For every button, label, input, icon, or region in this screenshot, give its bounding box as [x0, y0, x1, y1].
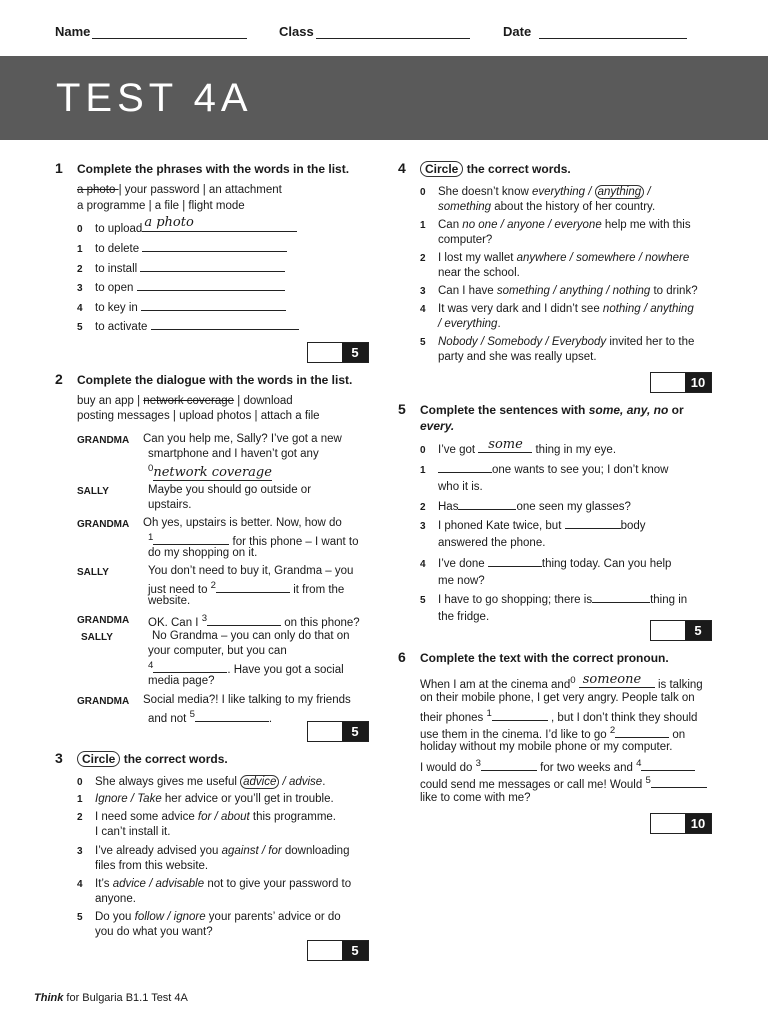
option[interactable]: everything: [531, 186, 586, 198]
option-separator: /: [566, 252, 577, 264]
list-item: [77, 280, 285, 297]
list-item: [420, 592, 687, 609]
list-item: [77, 791, 334, 808]
score-value: 5: [342, 343, 368, 362]
exercise-instruction: every.: [420, 419, 455, 433]
item-text: party and she was really upset.: [438, 351, 597, 363]
text-line: on their mobile phone, I get very angry. People talk on: [420, 692, 695, 704]
dialogue-text: . Have you got a social: [227, 663, 344, 676]
dialogue-text: it from the: [293, 583, 345, 596]
option[interactable]: advisable: [155, 878, 205, 890]
item-number: 3: [420, 521, 426, 532]
handwritten-answer: some: [488, 437, 523, 452]
paragraph-text: on: [672, 728, 686, 741]
item-text: .: [497, 318, 501, 330]
answer-blank[interactable]: [579, 671, 655, 688]
exercise-2: [55, 371, 375, 743]
exercise-4: [398, 160, 718, 395]
item-text: It’s: [95, 878, 113, 890]
answer-blank[interactable]: [153, 534, 229, 545]
dialogue-text: Maybe you should go outside or: [148, 484, 312, 496]
option[interactable]: nothing: [612, 285, 651, 297]
speaker-label: GRANDMA: [77, 696, 130, 707]
circled-option[interactable]: anything: [595, 185, 644, 199]
instruction-text: or: [668, 403, 684, 417]
option[interactable]: anything: [650, 303, 694, 315]
paragraph-text: When I am at the cinema and: [420, 678, 571, 691]
footer-text: for Bulgaria B1.1 Test 4A: [63, 992, 188, 1004]
item-number: 5: [77, 322, 83, 333]
instruction-text: the correct words.: [120, 752, 228, 766]
gap-number: 2: [210, 580, 216, 591]
answer-blank[interactable]: [565, 518, 621, 529]
list-item: [77, 319, 299, 336]
list-item: [77, 261, 285, 278]
text-line: like to come with me?: [420, 792, 531, 804]
paragraph-text: for two weeks and: [540, 761, 633, 774]
dialogue-text: Oh yes, upstairs is better. Now, how do: [143, 517, 342, 529]
gap-number: 5: [645, 775, 651, 786]
name-label: Name: [55, 24, 91, 39]
dialogue-answer-line: [148, 461, 272, 481]
struck-word: network coverage: [143, 395, 235, 407]
option[interactable]: somewhere: [576, 252, 636, 264]
answer-blank[interactable]: [641, 760, 695, 771]
item-text: to upload: [95, 223, 143, 235]
option-separator: /: [497, 219, 508, 231]
answer-blank[interactable]: [478, 437, 532, 453]
item-number: 2: [420, 502, 426, 513]
item-text: about the history of her country.: [491, 201, 656, 213]
item-text: I need some advice: [95, 811, 198, 823]
list-item: [77, 215, 297, 238]
option-separator: /: [635, 252, 646, 264]
item-number: 2: [420, 253, 426, 264]
list-item: [420, 462, 668, 479]
item-text: to drink?: [650, 285, 698, 297]
answer-blank[interactable]: [151, 319, 299, 330]
instruction-text: some, any, no: [588, 403, 669, 417]
option[interactable]: ignore: [173, 911, 206, 923]
item-text: computer?: [438, 234, 493, 246]
option[interactable]: for: [197, 811, 212, 823]
item-text: your parents’ advice or do: [205, 911, 341, 923]
book-title: Think: [34, 992, 64, 1004]
test-title: TEST 4A: [56, 76, 253, 120]
list-item: [420, 499, 631, 516]
item-text: thing today. Can you help: [541, 558, 672, 570]
word-list-text: | your password | an attachment: [118, 184, 282, 196]
item-text: She always gives me useful: [95, 776, 241, 788]
item-text: to key in: [95, 302, 138, 314]
item-text: I can’t install it.: [95, 826, 171, 838]
item-text: thing in: [650, 594, 688, 606]
item-text: one seen my glasses?: [516, 501, 631, 513]
item-text: to activate: [95, 321, 148, 333]
name-line: [92, 27, 247, 39]
item-number: 4: [420, 304, 426, 315]
speaker-label: GRANDMA: [77, 615, 130, 626]
answer-blank[interactable]: [438, 462, 492, 473]
option-separator: /: [477, 336, 488, 348]
exercise-instruction: Complete the text with the correct pronoun.: [420, 651, 669, 665]
gap-number: 5: [189, 709, 195, 720]
item-number: 3: [77, 846, 83, 857]
option-separator: /: [211, 811, 221, 823]
option[interactable]: no one: [462, 219, 498, 231]
item-text: Can: [438, 219, 463, 231]
class-line: [316, 27, 470, 39]
item-number: 4: [77, 303, 83, 314]
student-info-row: [55, 24, 695, 44]
option[interactable]: advise: [288, 776, 323, 788]
answer-blank[interactable]: [488, 556, 542, 567]
dialogue-text: website.: [148, 595, 191, 607]
dialogue-text: just need to: [148, 583, 208, 596]
item-number: 1: [77, 794, 83, 805]
item-text: you do what you want?: [95, 926, 213, 938]
score-value: 5: [342, 722, 368, 741]
class-label: Class: [279, 24, 314, 39]
exercise-number: 6: [398, 649, 406, 665]
option-separator: /: [127, 793, 138, 805]
item-text: me now?: [438, 575, 485, 587]
paragraph-text: I would do: [420, 761, 473, 774]
circle-word: Circle: [77, 751, 120, 767]
answer-blank[interactable]: [142, 215, 297, 232]
dialogue-text: upstairs.: [148, 499, 192, 511]
exercise-number: 2: [55, 371, 63, 387]
item-number: 0: [77, 224, 83, 235]
score-value: 10: [685, 814, 711, 833]
item-number: 3: [420, 286, 426, 297]
paragraph-text: use them in the cinema. I’d like to go: [420, 728, 607, 741]
item-number: 4: [420, 559, 426, 570]
option[interactable]: everyone: [554, 219, 602, 231]
exercise-instruction: [77, 751, 228, 767]
exercise-number: 5: [398, 401, 406, 417]
struck-word: a photo: [77, 184, 119, 196]
class-field[interactable]: [279, 24, 470, 39]
item-text: She doesn’t know: [438, 186, 532, 198]
option[interactable]: Ignore: [95, 793, 128, 805]
gap-number: 4: [636, 758, 642, 769]
item-number: 1: [77, 244, 83, 255]
item-text: [438, 316, 501, 332]
dialogue-text: Social media?! I like talking to my friends: [143, 694, 351, 706]
paragraph-text: their phones: [420, 711, 484, 724]
option[interactable]: something: [438, 201, 492, 213]
score-box[interactable]: [307, 940, 369, 961]
item-text: not to give your password to: [204, 878, 352, 890]
list-item: [420, 437, 617, 459]
item-text: downloading: [281, 845, 350, 857]
item-text: Has: [438, 501, 459, 513]
item-text: Do you: [95, 911, 135, 923]
item-text: invited her to the: [606, 336, 695, 348]
dialogue-text: smartphone and I haven’t got any: [148, 448, 319, 460]
list-item: [77, 774, 325, 791]
item-text: I phoned Kate twice, but: [438, 520, 565, 532]
dialogue-text: your computer, but you can: [148, 645, 287, 657]
handwritten-answer: network coverage: [153, 464, 272, 480]
word-list-text: | download: [234, 395, 293, 407]
exercise-number: 4: [398, 160, 406, 176]
exercise-number: 1: [55, 160, 63, 176]
option-separator: /: [542, 336, 552, 348]
score-value: 10: [685, 373, 711, 392]
score-value: 5: [342, 941, 368, 960]
item-text: to install: [95, 263, 138, 275]
item-number: 4: [77, 879, 83, 890]
item-number: 1: [420, 465, 426, 476]
item-text: thing in my eye.: [532, 444, 617, 456]
gap-number: 1: [486, 708, 492, 719]
dialogue-text: on this phone?: [284, 616, 360, 629]
item-number: 0: [420, 445, 426, 456]
item-text: files from this website.: [95, 860, 209, 872]
option-separator: /: [549, 285, 560, 297]
word-list-line: [77, 393, 293, 409]
answer-blank[interactable]: [142, 241, 287, 252]
item-number: 2: [77, 264, 83, 275]
speaker-label: SALLY: [77, 567, 109, 578]
score-value: 5: [685, 621, 711, 640]
item-text: who it is.: [438, 481, 483, 493]
exercise-3: [55, 750, 375, 965]
speaker-label: SALLY: [77, 486, 109, 497]
dialogue-text: do my shopping on it.: [148, 547, 258, 559]
list-item: [77, 300, 286, 317]
word-list-line: [77, 182, 282, 198]
speaker-label: SALLY: [81, 632, 113, 643]
option-separator: /: [640, 303, 651, 315]
title-banner: [0, 56, 768, 140]
list-item: [77, 241, 287, 258]
option[interactable]: against: [221, 845, 259, 857]
dialogue-text: and not: [148, 712, 187, 725]
item-text: help me with this: [601, 219, 691, 231]
item-text: the fridge.: [438, 611, 490, 623]
date-line: [539, 27, 687, 39]
item-text: It was very dark and I didn’t see: [438, 303, 603, 315]
option[interactable]: Take: [137, 793, 162, 805]
option-separator: /: [644, 186, 651, 198]
answer-blank[interactable]: [615, 727, 669, 738]
circle-word: Circle: [420, 161, 463, 177]
handwritten-answer: someone: [582, 671, 642, 687]
option[interactable]: Somebody: [487, 336, 543, 348]
option-separator: /: [145, 878, 156, 890]
speaker-label: GRANDMA: [77, 519, 130, 530]
option[interactable]: anywhere: [516, 252, 567, 264]
gap-number: 4: [148, 660, 154, 671]
item-text: .: [322, 776, 326, 788]
dialogue-text: No Grandma – you can only do that on: [152, 630, 350, 642]
instruction-text: the correct words.: [463, 162, 571, 176]
paragraph-text: , but I don’t think they should: [551, 711, 698, 724]
item-number: 2: [77, 812, 83, 823]
answer-blank[interactable]: [592, 592, 650, 603]
exercise-5: [398, 401, 718, 643]
gap-number: 0: [570, 675, 576, 686]
item-text: body: [620, 520, 646, 532]
option[interactable]: anything: [559, 285, 603, 297]
name-field[interactable]: [55, 24, 247, 39]
list-item: [420, 556, 671, 573]
exercise-instruction: Complete the phrases with the words in the list.: [77, 162, 350, 176]
date-field[interactable]: [503, 24, 687, 39]
item-text: I lost my wallet: [438, 252, 517, 264]
item-text: I’ve done: [438, 558, 488, 570]
dialogue-text: You don’t need to buy it, Grandma – you: [148, 565, 354, 577]
item-text: this programme.: [249, 811, 336, 823]
score-box[interactable]: [650, 813, 712, 834]
score-box[interactable]: [307, 342, 369, 363]
dialogue-text: OK. Can I: [148, 616, 199, 629]
word-list-text: buy an app |: [77, 395, 144, 407]
item-text: her advice or you’ll get in trouble.: [161, 793, 334, 805]
gap-number: 3: [201, 613, 208, 624]
item-text: Can I have: [438, 285, 497, 297]
date-label: Date: [503, 24, 532, 39]
answer-blank[interactable]: [207, 615, 281, 626]
option[interactable]: advice: [112, 878, 146, 890]
option[interactable]: anyone: [507, 219, 545, 231]
item-text: near the school.: [438, 267, 520, 279]
answer-blank[interactable]: [140, 261, 285, 272]
list-item: [420, 283, 698, 300]
answer-blank[interactable]: [458, 499, 516, 510]
item-text: [438, 199, 655, 215]
option-separator: /: [164, 911, 174, 923]
exercise-1: [55, 160, 375, 365]
option[interactable]: / everything: [438, 318, 498, 330]
item-number: 5: [420, 595, 426, 606]
dialogue-text: and not $^5$ .: [148, 709, 273, 725]
gap-number: 3: [475, 758, 481, 769]
answer-blank[interactable]: [492, 710, 548, 721]
item-number: 3: [77, 283, 83, 294]
option[interactable]: about: [220, 811, 250, 823]
item-number: 5: [77, 912, 83, 923]
exercise-number: 3: [55, 750, 63, 766]
item-text: to delete: [95, 243, 140, 255]
score-box[interactable]: [650, 372, 712, 393]
option[interactable]: Nobody: [438, 336, 478, 348]
dialogue-text: media page?: [148, 675, 215, 687]
option-separator: /: [585, 186, 595, 198]
handwritten-answer: a photo: [144, 215, 194, 230]
dialogue-text: Can you help me, Sally? I’ve got a new: [143, 433, 342, 445]
circled-option[interactable]: advice: [240, 775, 279, 789]
item-text: I’ve got: [438, 444, 479, 456]
page-footer: [34, 992, 188, 1004]
item-text: one wants to see you; I don’t know: [492, 464, 669, 476]
answer-blank[interactable]: [195, 711, 269, 722]
exercise-instruction: [420, 402, 684, 418]
word-list-line: posting messages | upload photos | attach a file: [77, 410, 320, 422]
dialogue-text: for this phone – I want to: [232, 535, 359, 548]
exercise-6: [398, 649, 718, 835]
option-separator: /: [544, 219, 555, 231]
option[interactable]: nothing: [602, 303, 641, 315]
option-separator: /: [602, 285, 613, 297]
option[interactable]: nowhere: [645, 252, 690, 264]
gap-number: 2: [609, 725, 616, 736]
list-item: [420, 518, 646, 535]
word-list-line: a programme | a file | flight mode: [77, 200, 245, 212]
score-box[interactable]: [650, 620, 712, 641]
answer-blank[interactable]: [137, 280, 285, 291]
answer-blank[interactable]: [141, 300, 286, 311]
option-separator: /: [258, 845, 269, 857]
option[interactable]: something: [496, 285, 550, 297]
text-line: holiday without my mobile phone or my computer.: [420, 741, 673, 753]
item-text: to open: [95, 282, 134, 294]
answer-blank[interactable]: [153, 662, 227, 673]
score-box[interactable]: [307, 721, 369, 742]
item-text: I have to go shopping; there is: [438, 594, 593, 606]
answer-blank[interactable]: [216, 582, 290, 593]
item-text: answered the phone.: [438, 537, 546, 549]
paragraph-text: is talking: [657, 678, 703, 691]
paragraph-text: could send me messages or call me! Would: [420, 778, 643, 791]
option-separator: /: [279, 776, 289, 788]
exercise-instruction: [420, 161, 571, 177]
item-number: 0: [77, 777, 83, 788]
item-number: 5: [420, 337, 426, 348]
answer-blank[interactable]: [651, 777, 707, 788]
item-text: anyone.: [95, 893, 136, 905]
item-number: 0: [420, 187, 426, 198]
option[interactable]: for: [268, 845, 282, 857]
exercise-instruction: Complete the dialogue with the words in the list.: [77, 373, 353, 387]
item-text: I’ve already advised you: [95, 845, 222, 857]
gap-number: 0: [148, 463, 154, 474]
gap-number: 1: [148, 532, 154, 543]
answer-blank[interactable]: [481, 760, 537, 771]
instruction-text: Complete the sentences with: [420, 403, 589, 417]
item-number: 1: [420, 220, 426, 231]
option[interactable]: follow: [134, 911, 165, 923]
speaker-label: GRANDMA: [77, 435, 130, 446]
option[interactable]: Everybody: [551, 336, 607, 348]
